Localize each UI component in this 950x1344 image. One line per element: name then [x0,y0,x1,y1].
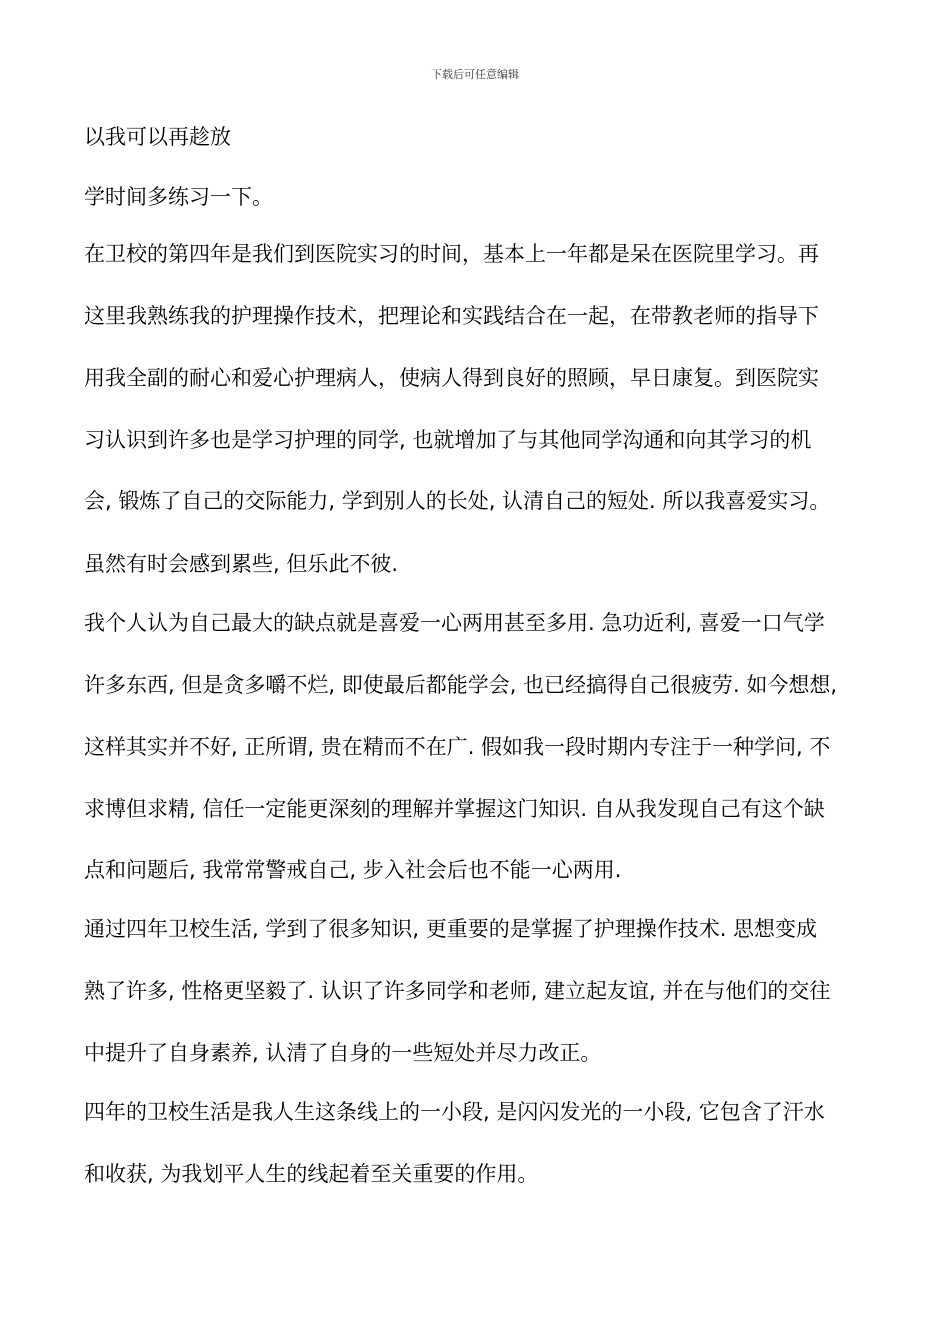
text-line-11: 这样其实并不好, 正所谓, 贵在精而不在广. 假如我一段时期内专注于一种学问, 不 [84,735,831,759]
text-line-14: 通过四年卫校生活, 学到了很多知识, 更重要的是掌握了护理操作技术. 思想变成 [84,917,818,941]
text-line-2: 学时间多练习一下。 [84,185,273,209]
text-line-18: 和收获, 为我划平人生的线起着至关重要的作用。 [84,1162,539,1186]
text-line-5: 用我全副的耐心和爱心护理病人，使病人得到良好的照顾，早日康复。到医院实 [84,366,819,390]
text-line-3: 在卫校的第四年是我们到医院实习的时间，基本上一年都是呆在医院里学习。再 [84,242,819,266]
text-line-4: 这里我熟练我的护理操作技术，把理论和实践结合在一起，在带教老师的指导下 [84,304,819,328]
page-header: 下载后可任意编辑 [431,68,519,81]
text-line-13: 点和问题后, 我常常警戒自己, 步入社会后也不能一心两用. [84,858,622,882]
text-line-16: 中提升了自身素养, 认清了自身的一些短处并尽力改正。 [84,1041,602,1065]
text-line-17: 四年的卫校生活是我人生这条线上的一小段, 是闪闪发光的一小段, 它包含了汗水 [84,1100,825,1124]
text-line-1: 以我可以再趁放 [84,125,231,149]
text-line-12: 求博但求精, 信任一定能更深刻的理解并掌握这门知识. 自从我发现自己有这个缺 [84,797,825,821]
text-line-10: 许多东西, 但是贪多嚼不烂, 即使最后都能学会, 也已经搞得自己很疲劳. 如今想想, [84,673,838,697]
text-line-15: 熟了许多, 性格更坚毅了. 认识了许多同学和老师, 建立起友谊, 并在与他们的交往 [84,979,831,1003]
text-line-9: 我个人认为自己最大的缺点就是喜爱一心两用甚至多用. 急功近利, 喜爱一口气学 [84,611,825,635]
text-line-8: 虽然有时会感到累些, 但乐此不彼. [84,552,399,576]
text-line-6: 习认识到许多也是学习护理的同学, 也就增加了与其他同学沟通和向其学习的机 [84,428,812,452]
text-line-7: 会, 锻炼了自己的交际能力, 学到别人的长处, 认清自己的短处. 所以我喜爱实习。 [84,489,831,513]
